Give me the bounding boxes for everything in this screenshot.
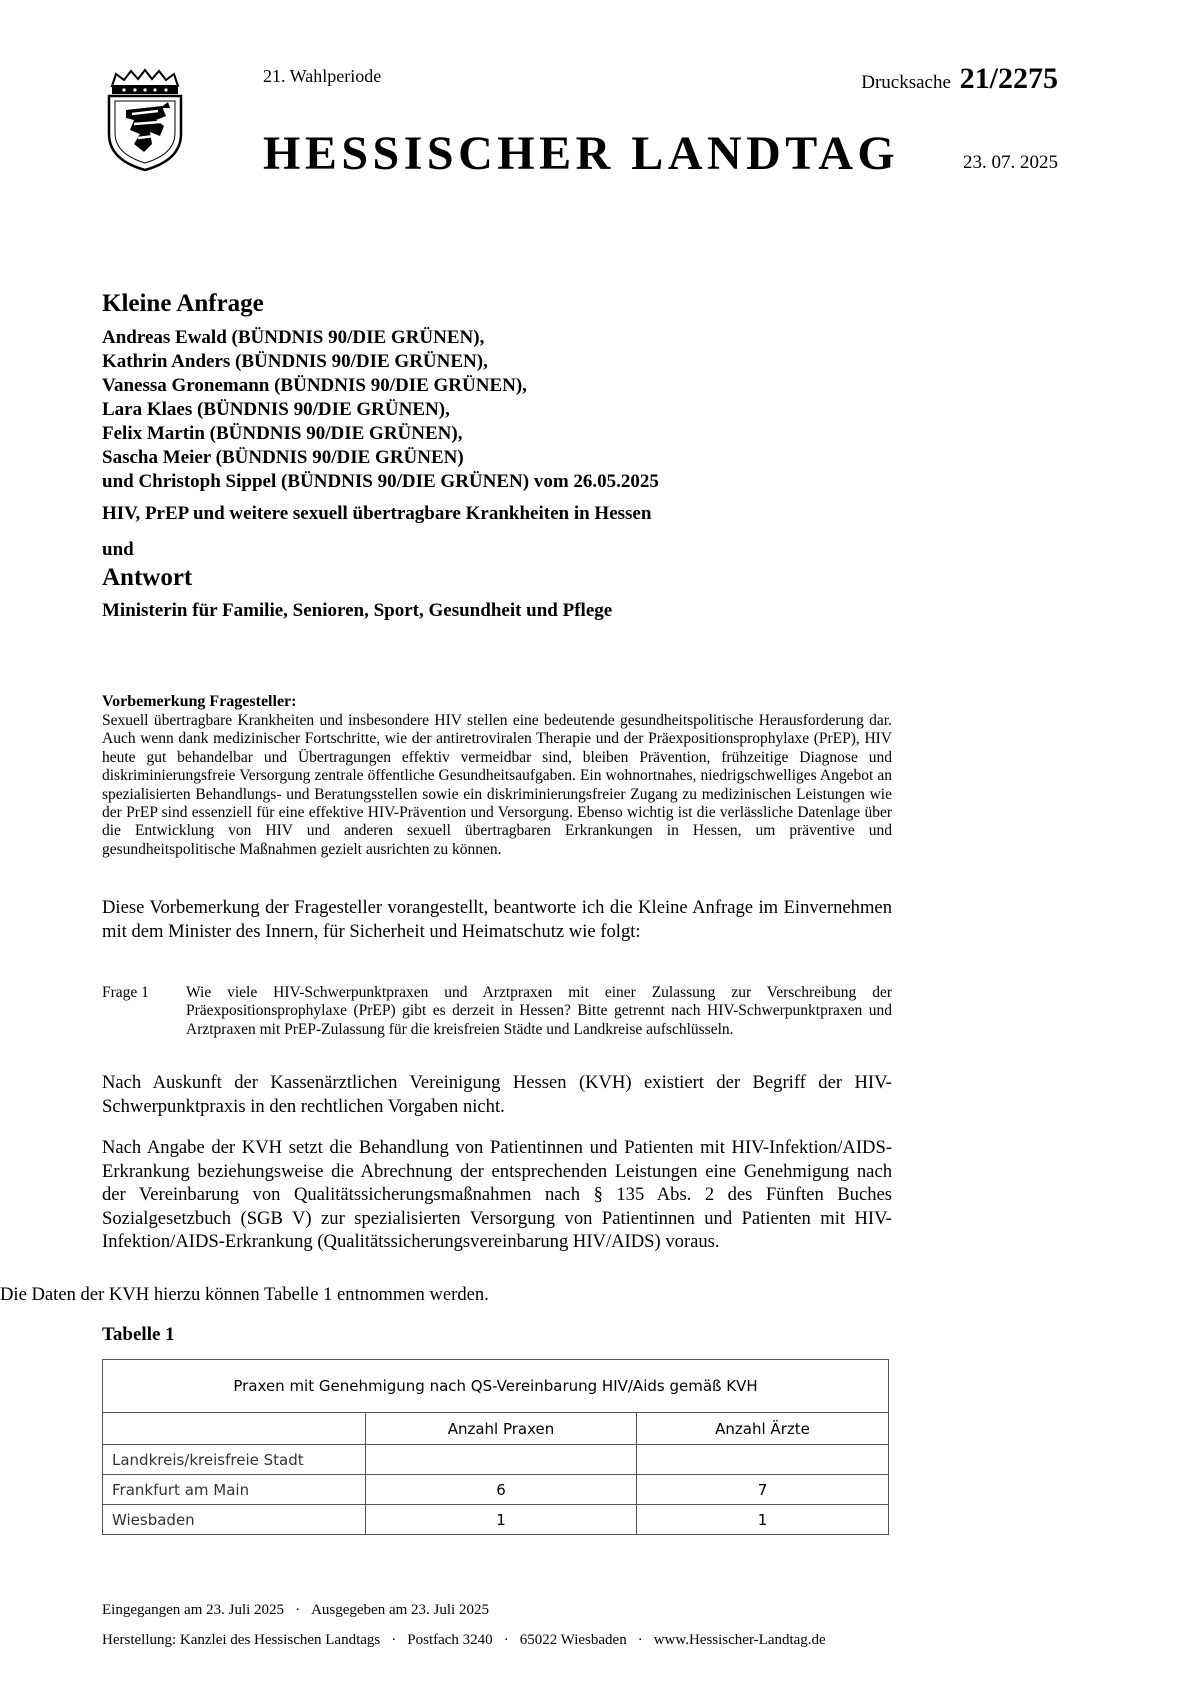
document-type: Kleine Anfrage: [102, 290, 264, 317]
row-name: Frankfurt am Main: [103, 1475, 366, 1505]
author-line: Andreas Ewald (BÜNDNIS 90/DIE GRÜNEN),: [102, 327, 485, 348]
ministry: Ministerin für Familie, Senioren, Sport, Gesundheit und Pflege: [102, 600, 613, 621]
footer-herstellung: Herstellung: Kanzlei des Hessischen Landtags: [102, 1632, 381, 1648]
footer-separator: ·: [503, 1632, 509, 1648]
column-header-aerzte: Anzahl Ärzte: [637, 1413, 889, 1445]
drucksache-label: Drucksache: [861, 72, 951, 93]
question-1: [102, 984, 892, 1039]
wahlperiode: 21. Wahlperiode: [263, 66, 382, 86]
author-line: Vanessa Gronemann (BÜNDNIS 90/DIE GRÜNEN),: [102, 375, 527, 396]
footer-address: 65022 Wiesbaden: [519, 1632, 627, 1648]
footer-postfach: Postfach 3240: [407, 1632, 493, 1648]
cell-aerzte: 7: [637, 1475, 889, 1505]
table-row: [103, 1505, 889, 1535]
drucksache: [861, 62, 1058, 96]
cell-aerzte: 1: [637, 1505, 889, 1535]
footer-eingegangen: Eingegangen am 23. Juli 2025: [102, 1602, 285, 1618]
footer-website-link[interactable]: www.Hessischer-Landtag.de: [653, 1632, 826, 1648]
footer-separator: ·: [637, 1632, 643, 1648]
author-line: Lara Klaes (BÜNDNIS 90/DIE GRÜNEN),: [102, 399, 450, 420]
hessen-coat-of-arms-icon: [104, 68, 186, 172]
table-cell: [366, 1445, 637, 1475]
title-block: [102, 289, 892, 623]
vorbemerkung-heading: Vorbemerkung Fragesteller:: [102, 693, 297, 710]
cell-praxen: 1: [366, 1505, 637, 1535]
document-date: 23. 07. 2025: [963, 152, 1058, 173]
footer-separator: ·: [391, 1632, 397, 1648]
row-header-label: Landkreis/kreisfreie Stadt: [103, 1445, 366, 1475]
subject: HIV, PrEP und weitere sexuell übertragbare Krankheiten in Hessen: [102, 503, 652, 524]
author-line: Felix Martin (BÜNDNIS 90/DIE GRÜNEN),: [102, 423, 463, 444]
answer-paragraph: Nach Auskunft der Kassenärztlichen Vereinigung Hessen (KVH) existiert der Begriff der HIV-Schwerpunktpraxis in den rechtlichen Vorgaben nicht.: [102, 1072, 892, 1117]
column-header-praxen: Anzahl Praxen: [366, 1413, 637, 1445]
footer-imprint: [102, 1632, 826, 1649]
vorbemerkung: [102, 692, 892, 859]
answer-paragraph: Nach Angabe der KVH setzt die Behandlung von Patientinnen und Patienten mit HIV-Infektion/AIDS-Erkrankung beziehungsweise die Abrechnung der entsprechenden Leistungen eine Genehmigung nach der Vereinbarung von Qualitätssicherungsmaßnahmen nach § 135 Abs. 2 des Fünften Buches Sozialgesetzbuch (SGB V) zur spezialisierten Versorgung von Patientinnen und Patienten mit HIV-Infektion/AIDS-Erkrankung (Qualitätssicherungsvereinbarung HIV/AIDS) voraus.: [102, 1137, 892, 1253]
footer-separator: ·: [295, 1602, 301, 1618]
question-label: Frage 1: [102, 984, 149, 1001]
drucksache-number: 21/2275: [959, 62, 1058, 95]
author-list: [102, 326, 892, 494]
footer-ausgegeben: Ausgegeben am 23. Juli 2025: [311, 1602, 489, 1618]
answer-heading: Antwort: [102, 564, 193, 591]
conjunction: und: [102, 539, 134, 560]
table-1: [102, 1359, 889, 1535]
question-text: Wie viele HIV-Schwerpunktpraxen und Arztpraxen mit einer Zulassung zur Verschreibung der Präexpositionsprophylaxe (PrEP) gibt es derzeit in Hessen? Bitte getrennt nach HIV-Schwerpunktpraxen und Arztpraxen mit PrEP-Zulassung für die kreisfreien Städte und Landkreise aufschlüsseln.: [186, 984, 892, 1038]
cell-praxen: 6: [366, 1475, 637, 1505]
answer-paragraph: Die Daten der KVH hierzu können Tabelle 1 entnommen werden.: [0, 1284, 489, 1305]
parliament-title: HESSISCHER LANDTAG: [263, 127, 900, 180]
table-cell: [637, 1445, 889, 1475]
row-name: Wiesbaden: [103, 1505, 366, 1535]
table-caption: Praxen mit Genehmigung nach QS-Vereinbarung HIV/Aids gemäß KVH: [103, 1360, 889, 1413]
table-corner: [103, 1413, 366, 1445]
author-line: Sascha Meier (BÜNDNIS 90/DIE GRÜNEN): [102, 447, 464, 468]
author-line: und Christoph Sippel (BÜNDNIS 90/DIE GRÜNEN) vom 26.05.2025: [102, 471, 659, 492]
author-line: Kathrin Anders (BÜNDNIS 90/DIE GRÜNEN),: [102, 351, 488, 372]
table-label: Tabelle 1: [102, 1324, 175, 1345]
footer-dates: [102, 1602, 489, 1619]
table-row: [103, 1475, 889, 1505]
intro-paragraph: Diese Vorbemerkung der Fragesteller vorangestellt, beantworte ich die Kleine Anfrage im Einvernehmen mit dem Minister des Innern, für Sicherheit und Heimatschutz wie folgt:: [102, 897, 892, 942]
vorbemerkung-text: Sexuell übertragbare Krankheiten und insbesondere HIV stellen eine bedeutende gesundheitspolitische Herausforderung dar. Auch wenn dank medizinischer Fortschritte, wie der antiretroviralen Therapie und der Präexpositionsprophylaxe (PrEP), HIV heute gut behandelbar und Übertragungen effektiv vermeidbar sind, bleiben Prävention, frühzeitige Diagnose und diskriminierungsfreie Versorgung zentrale öffentliche Gesundheitsaufgaben. Ein wohnortnahes, niedrigschwelliges Angebot an spezialisierten Behandlungs- und Beratungsstellen sowie ein diskriminierungsfreier Zugang zu medizinischen Leistungen wie der PrEP sind essenziell für eine effektive HIV-Prävention und Versorgung. Ebenso wichtig ist die verlässliche Datenlage über die Entwicklung von HIV und anderen sexuell übertragbaren Erkrankungen in Hessen, um präventive und gesundheitspolitische Maßnahmen gezielt ausrichten zu können.: [102, 712, 892, 858]
